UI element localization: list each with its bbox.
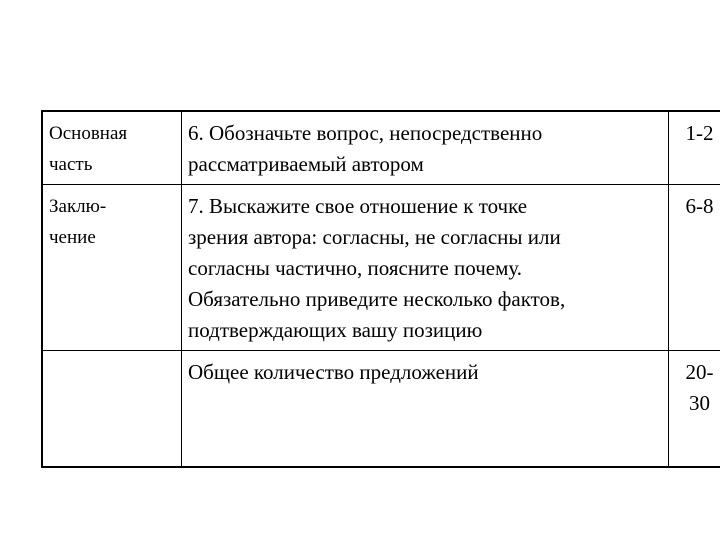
sentence-count-line: 20- [685,360,714,384]
task-text-line: рассматриваемый автором [188,152,424,176]
sentence-count-line: 1-2 [685,121,714,145]
table-row [42,351,720,467]
section-label-line: Основная [49,123,128,144]
sentence-count-cell [669,351,720,467]
sentence-count-cell [669,185,720,351]
section-cell [42,111,182,185]
section-label-line: часть [49,154,93,175]
table-row [42,111,720,185]
task-text-line: согласны частично, поясните почему. [188,256,523,280]
task-cell [182,351,669,467]
sentence-count-line: 6-8 [685,194,714,218]
sentence-count-cell [669,111,720,185]
task-text-line: 7. Выскажите свое отношение к точке [188,194,528,218]
sentence-count-line: 30 [689,391,710,415]
section-label-line: Заклю- [49,196,107,217]
section-cell-empty [42,351,182,467]
task-text-line: Общее количество предложений [188,360,479,384]
essay-plan-table [41,110,720,468]
section-cell [42,185,182,351]
task-cell [182,111,669,185]
task-cell [182,185,669,351]
task-text-line: зрения автора: согласны, не согласны или [188,225,561,249]
section-label-line: чение [49,227,96,248]
table-row [42,185,720,351]
task-text-line: Обязательно приведите несколько фактов, [188,287,566,311]
task-text-line: подтверждающих вашу позицию [188,318,483,342]
task-text-line: 6. Обозначьте вопрос, непосредственно [188,121,543,145]
